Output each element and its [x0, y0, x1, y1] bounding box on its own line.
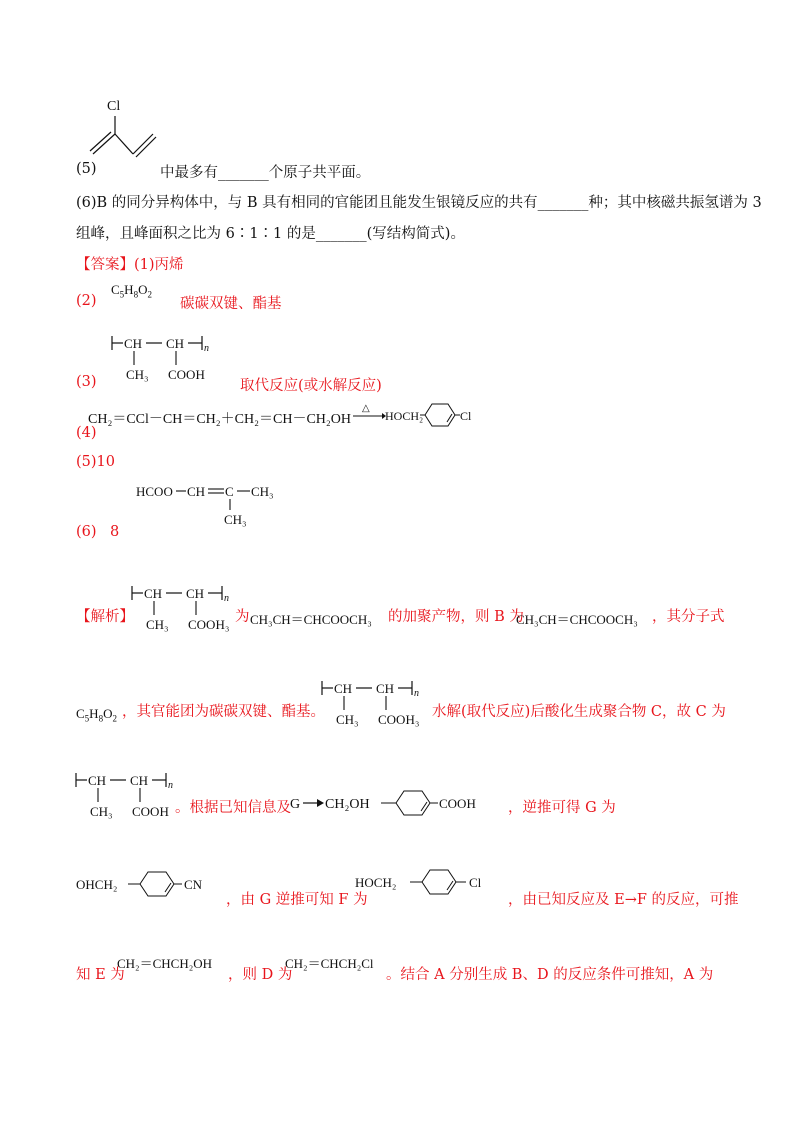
analysis-p2-a: ，其官能团为碳碳双键、酯基。	[122, 704, 325, 720]
answer-6-value: 8	[110, 524, 120, 540]
q5-text: 中最多有_______个原子共平面。	[160, 165, 371, 181]
svg-text:CH: CH	[186, 586, 205, 601]
analysis-p1-c: ，其分子式	[652, 609, 725, 625]
answer-tag: 【答案】	[76, 257, 134, 273]
svg-text:COOH: COOH	[168, 367, 205, 382]
answer-3-number: (3)	[76, 374, 97, 390]
svg-text:COOH₃: COOH₃	[378, 712, 420, 727]
polymer-structure-answer3	[110, 333, 220, 385]
svg-text:CH: CH	[124, 336, 143, 351]
svg-text:COOH: COOH	[132, 804, 169, 819]
svg-text:CH: CH	[376, 681, 395, 696]
answer-2-text: 碳碳双键、酯基	[180, 296, 282, 312]
svg-text:n: n	[168, 780, 173, 791]
g-structure	[76, 868, 236, 902]
g-to-acid-scheme	[288, 786, 508, 820]
analysis-p1-b: 的加聚产物，则 B 为	[388, 609, 524, 625]
svg-text:CH: CH	[130, 773, 149, 788]
analysis-p4-b: ，由已知反应及 E→F 的反应，可推	[508, 892, 739, 908]
svg-text:CH: CH	[88, 773, 107, 788]
polymer-structure-analysis1	[130, 583, 240, 635]
analysis-p5-c: 。结合 A 分别生成 B、D 的反应条件可推知，A 为	[386, 967, 714, 983]
answer-4-equation: CH₂＝CCl－CH＝CH₂＋CH₂＝CH－CH₂OH	[88, 412, 351, 427]
analysis-p1-formula1: CH₃CH＝CHCOOCH₃	[250, 612, 372, 627]
svg-text:OHCH₂: OHCH₂	[76, 877, 118, 892]
q5-number: (5)	[76, 161, 97, 177]
analysis-p4-a: ，由 G 逆推可知 F 为	[226, 892, 368, 908]
answer-6-number: (6)	[76, 524, 97, 540]
svg-text:CH₃: CH₃	[336, 712, 359, 727]
answer-6-structure	[136, 482, 296, 532]
q6-line1: (6)B 的同分异构体中，与 B 具有相同的官能团且能发生银镜反应的共有_______种；其中核磁共振氢谱为 3	[76, 195, 762, 211]
answer-2-number: (2)	[76, 293, 97, 309]
q6-line2: 组峰，且峰面积之比为 6∶1∶1 的是_______(写结构简式)。	[76, 226, 465, 242]
polymer-structure-analysis3	[74, 770, 184, 822]
f-structure	[355, 866, 515, 900]
analysis-tag: 【解析】	[76, 609, 134, 625]
analysis-p3-b: ，逆推可得 G 为	[508, 800, 616, 816]
analysis-p3-a: 。根据已知信息及	[175, 800, 291, 816]
svg-text:CH: CH	[334, 681, 353, 696]
reaction-arrow	[352, 402, 386, 424]
svg-text:CN: CN	[184, 877, 203, 892]
answer-5: (5)10	[76, 454, 115, 470]
svg-text:CH: CH	[166, 336, 185, 351]
answer-4-product-cl: Cl	[460, 409, 472, 423]
analysis-p5-formula1: CH₂＝CHCH₂OH	[117, 956, 213, 971]
analysis-p2-formula: $C_5H_8O_2$	[76, 706, 117, 724]
cyclohexene-ring-answer4	[420, 400, 462, 430]
svg-text:HCOO: HCOO	[136, 484, 173, 499]
svg-text:n: n	[224, 593, 229, 604]
svg-text:CH₃: CH₃	[251, 484, 274, 499]
answer-section	[76, 253, 184, 274]
analysis-p1-formula2: CH₃CH＝CHCOOCH₃	[516, 612, 638, 627]
svg-text:COOH: COOH	[439, 796, 476, 811]
svg-text:CH₃: CH₃	[90, 804, 113, 819]
answer-4-number: (4)	[76, 425, 97, 441]
svg-text:CH: CH	[187, 484, 206, 499]
svg-text:HOCH₂: HOCH₂	[355, 875, 397, 890]
svg-text:CH₃: CH₃	[224, 512, 247, 527]
answer-3-text: 取代反应(或水解反应)	[240, 378, 382, 394]
answer-4-product-left: HOCH₂	[385, 409, 424, 423]
svg-text:CH₃: CH₃	[126, 367, 149, 382]
svg-text:COOH₃: COOH₃	[188, 617, 230, 632]
svg-text:CH₃: CH₃	[146, 617, 169, 632]
svg-text:n: n	[204, 343, 209, 354]
answer-2-formula: $C_5H_8O_2$	[111, 282, 152, 300]
cl-label: Cl	[107, 99, 121, 114]
analysis-p1-a: 为	[235, 609, 250, 625]
analysis-p5-a: 知 E 为	[76, 967, 125, 983]
isoprene-chloro-structure	[85, 92, 165, 167]
svg-text:G: G	[290, 797, 301, 812]
analysis-p5-formula2: CH₂＝CHCH₂Cl	[285, 956, 374, 971]
svg-text:Cl: Cl	[469, 875, 482, 890]
polymer-structure-analysis2	[320, 678, 430, 730]
svg-text:CH₂OH: CH₂OH	[325, 797, 370, 812]
analysis-p5-b: ，则 D 为	[228, 967, 293, 983]
svg-text:△: △	[362, 403, 370, 414]
svg-text:n: n	[414, 688, 419, 699]
svg-text:CH: CH	[144, 586, 163, 601]
answer-1: (1)丙烯	[134, 257, 184, 273]
analysis-p2-b: 水解(取代反应)后酸化生成聚合物 C，故 C 为	[432, 704, 726, 720]
svg-text:C: C	[225, 484, 234, 499]
